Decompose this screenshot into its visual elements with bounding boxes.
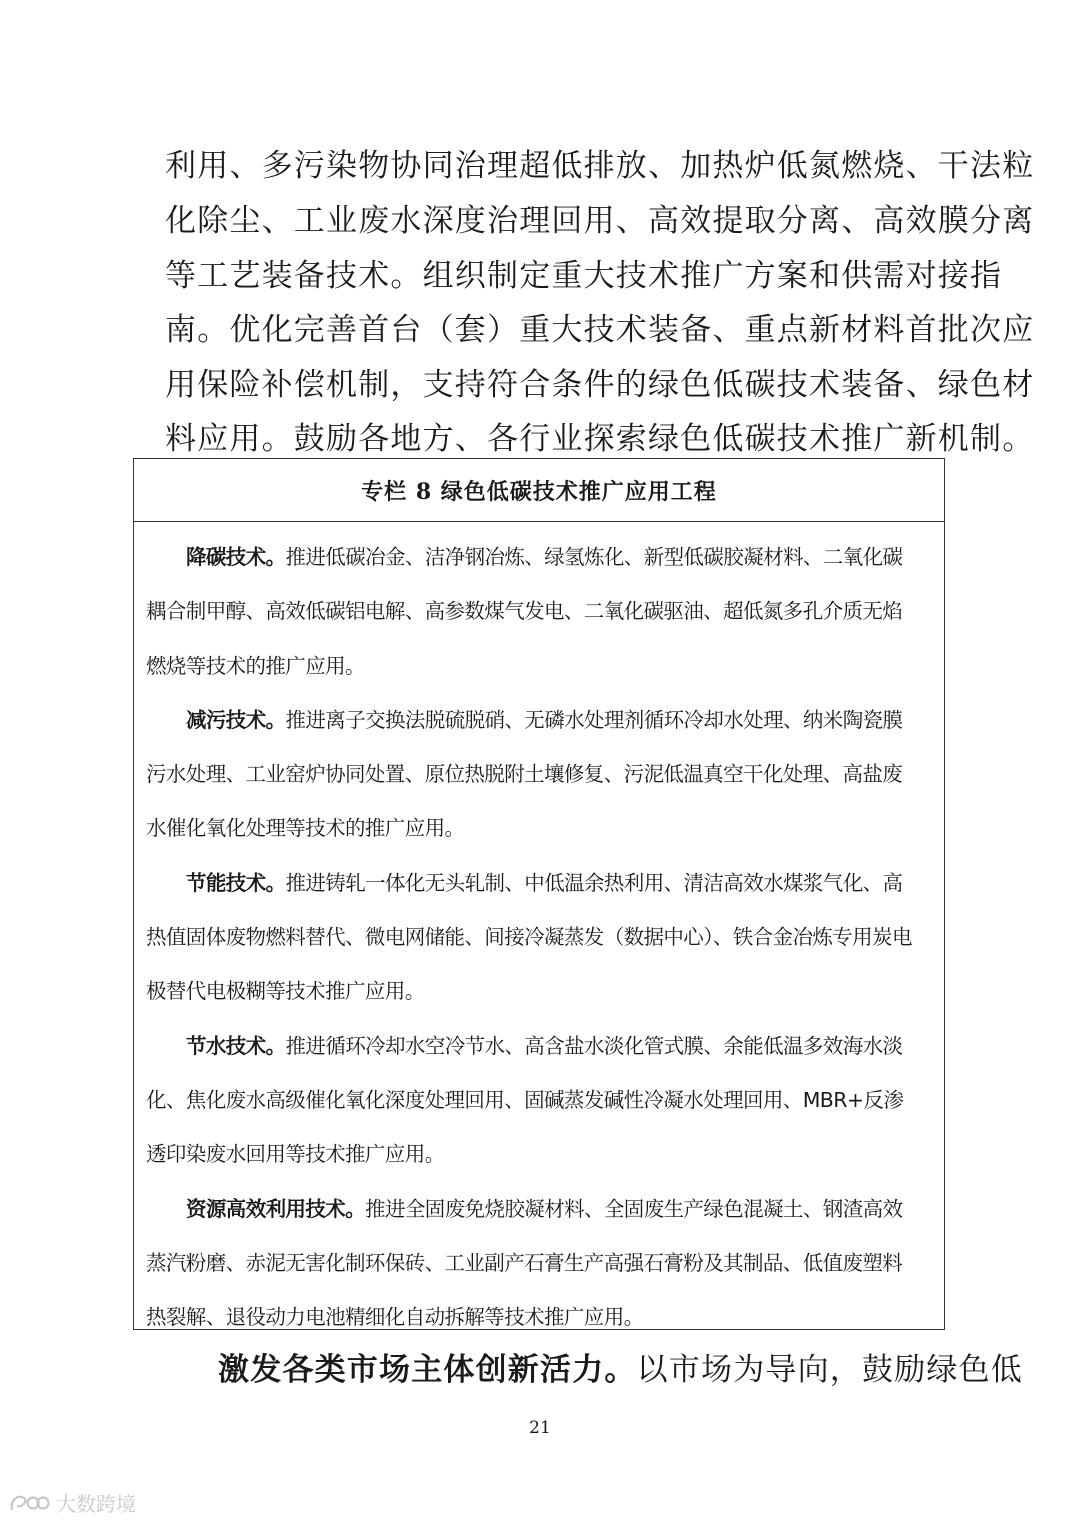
section-text: 推进铸轧一体化无头轧制、中低温余热利用、清洁高效水煤浆气化、高: [285, 870, 903, 895]
section-lead: 节水技术。: [186, 1033, 286, 1058]
section-water-saving: [146, 1019, 934, 1182]
section-line: 污水处理、工业窑炉协同处置、原位热脱附土壤修复、污泥低温真空干化处理、高盐废: [146, 762, 903, 787]
section-line: 透印染废水回用等技术推广应用。: [146, 1142, 445, 1167]
section-line: [146, 856, 934, 910]
intro-line-4: 南。优化完善首台（套）重大技术装备、重点新材料首批次应: [165, 312, 1035, 348]
column-box: [133, 458, 945, 1330]
section-line: 燃烧等技术的推广应用。: [146, 653, 365, 678]
section-line: 蒸汽粉磨、赤泥无害化制环保砖、工业副产石膏生产高强石膏粉及其制品、低值废塑料: [146, 1250, 903, 1275]
watermark-text: 大数跨境: [56, 1492, 136, 1516]
section-line: 极替代电极糊等技术推广应用。: [146, 979, 425, 1004]
section-lead: 减污技术。: [186, 707, 286, 732]
page-number: 21: [529, 1418, 551, 1438]
closing-text: 以市场为导向，鼓励绿色低: [636, 1352, 1024, 1388]
section-text: 推进循环冷却水空冷节水、高含盐水淡化管式膜、余能低温多效海水淡: [285, 1033, 903, 1058]
section-resource-efficiency: [146, 1182, 934, 1345]
section-line: [146, 693, 934, 747]
section-line: [146, 1182, 934, 1236]
section-lead: 节能技术。: [186, 870, 286, 895]
column-title: 专栏 8 绿色低碳技术推广应用工程: [134, 459, 944, 522]
section-text: 推进低碳冶金、洁净钢冶炼、绿氢炼化、新型低碳胶凝材料、二氧化碳: [285, 545, 903, 569]
section-line: [146, 530, 934, 584]
section-line: 热裂解、退役动力电池精细化自动拆解等技术推广应用。: [146, 1305, 644, 1330]
section-lead: 资源高效利用技术。: [186, 1196, 366, 1221]
section-pollution-reduction: [146, 693, 934, 856]
section-line: 耦合制甲醇、高效低碳铝电解、高参数煤气发电、二氧化碳驱油、超低氮多孔介质无焰: [146, 599, 903, 624]
section-text: 推进离子交换法脱硫脱硝、无磷水处理剂循环冷却水处理、纳米陶瓷膜: [285, 707, 903, 732]
intro-line-6: 料应用。鼓励各地方、各行业探索绿色低碳技术推广新机制。: [165, 421, 1035, 457]
section-lead: 降碳技术。: [186, 545, 286, 569]
closing-line: [218, 1342, 1023, 1398]
section-line: 热值固体废物燃料替代、微电网储能、间接冷凝蒸发（数据中心）、铁合金冶炼专用炭电: [146, 925, 912, 950]
intro-line-1: 利用、多污染物协同治理超低排放、加热炉低氮燃烧、干法粒: [165, 148, 1035, 184]
brand-logo-icon: [8, 1490, 50, 1516]
section-line: [146, 1019, 934, 1073]
intro-line-2: 化除尘、工业废水深度治理回用、高效提取分离、高效膜分离: [165, 203, 1035, 239]
watermark: [8, 1488, 136, 1517]
section-line: 化、焦化废水高级催化氧化深度处理回用、固碱蒸发碱性冷凝水处理回用、MBR+反渗: [146, 1087, 904, 1112]
section-text: 推进全固废免烧胶凝材料、全固废生产绿色混凝土、钢渣高效: [365, 1196, 903, 1221]
section-energy-saving: [146, 856, 934, 1019]
column-body: [134, 522, 944, 1344]
closing-lead: 激发各类市场主体创新活力。: [218, 1352, 637, 1388]
intro-line-5: 用保险补偿机制，支持符合条件的绿色低碳技术装备、绿色材: [165, 367, 1035, 403]
section-line: 水催化氧化处理等技术的推广应用。: [146, 816, 465, 841]
section-carbon-reduction: [146, 530, 934, 693]
intro-line-3: 等工艺装备技术。组织制定重大技术推广方案和供需对接指: [165, 258, 1003, 294]
